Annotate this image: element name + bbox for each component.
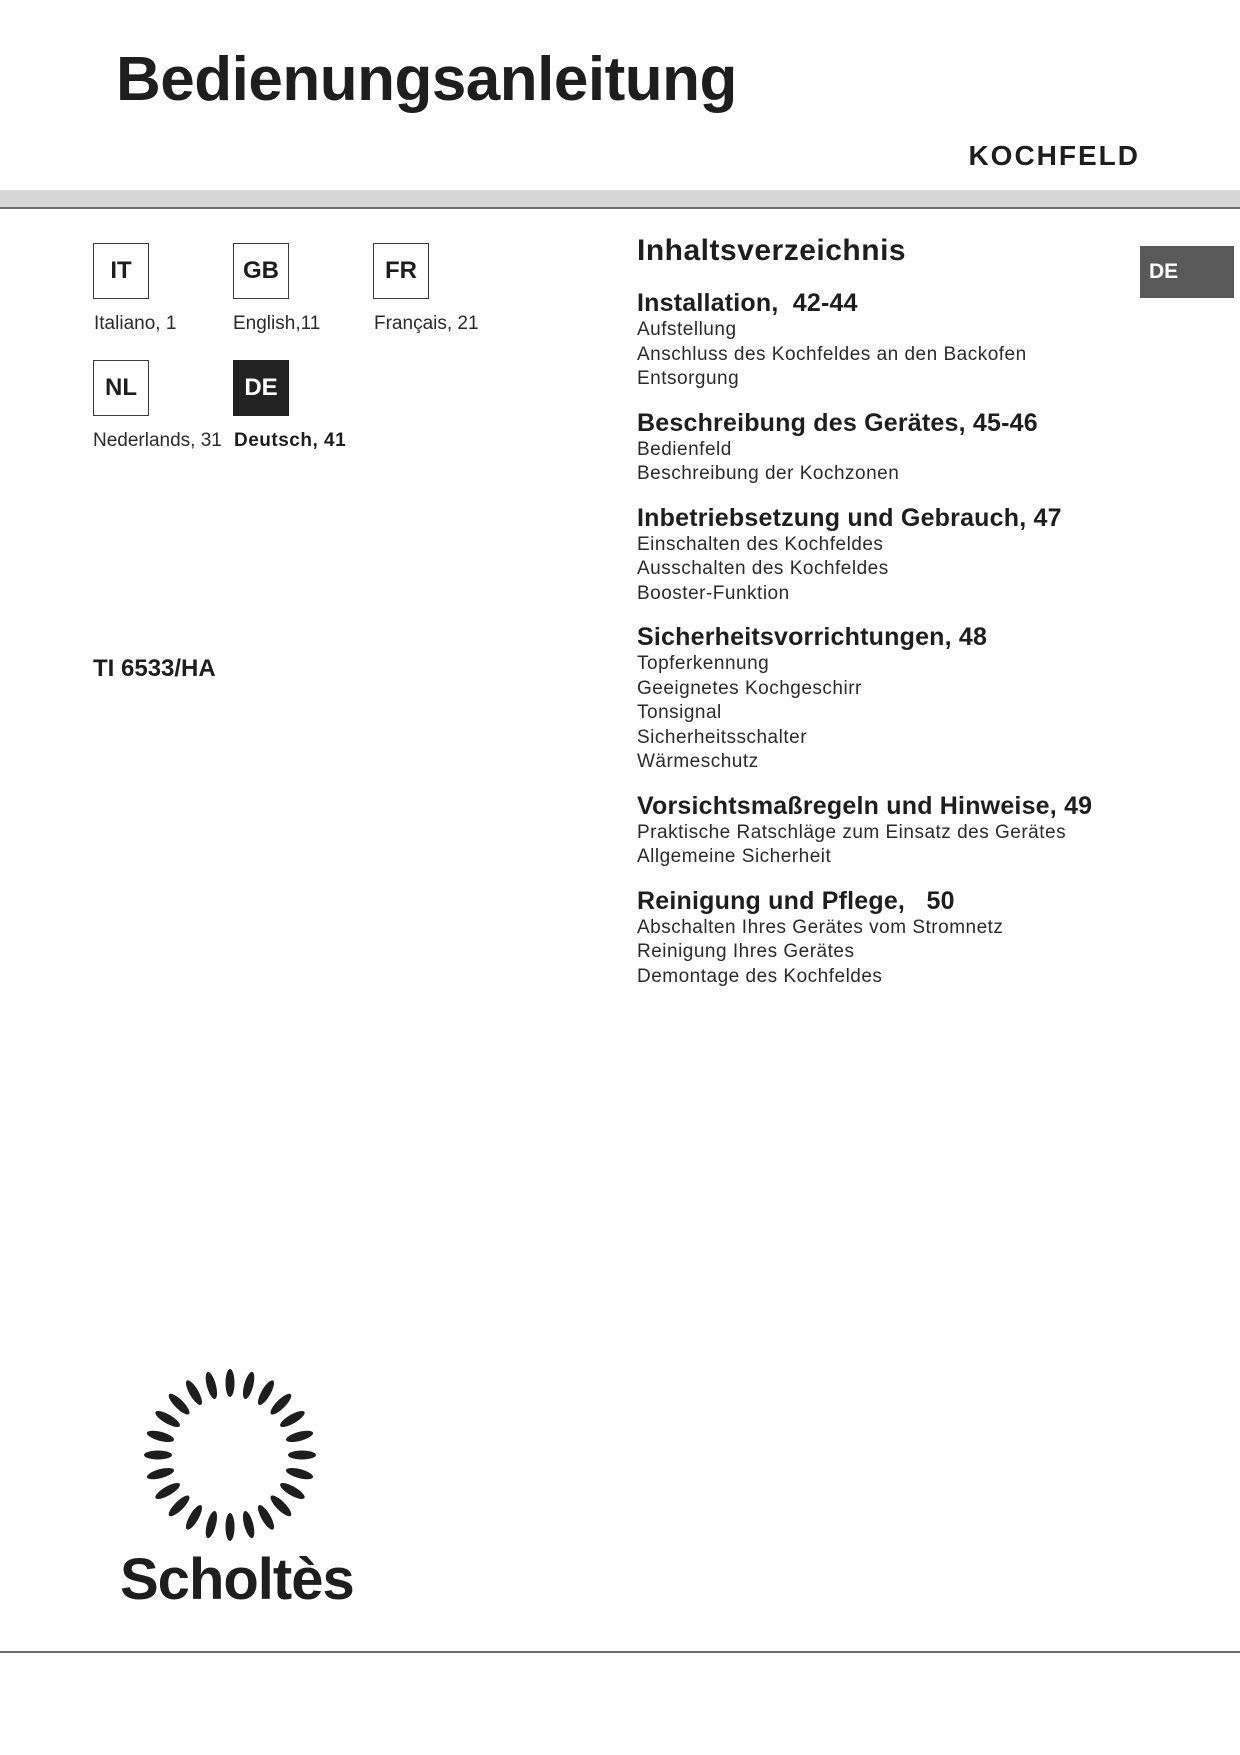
document-title: Bedienungsanleitung [116, 45, 737, 114]
toc-heading[interactable]: Installation, 42-44 [637, 289, 858, 317]
lang-label-nl[interactable]: Nederlands, 31 [93, 430, 222, 451]
lang-label-gb[interactable]: English,11 [233, 313, 321, 334]
toc-heading[interactable]: Sicherheitsvorrichtungen, 48 [637, 623, 988, 651]
toc-heading[interactable]: Vorsichtsmaßregeln und Hinweise, 49 [637, 791, 1093, 820]
toc-heading[interactable]: Inbetriebsetzung und Gebrauch, 47 [637, 503, 1062, 532]
sun-ray [166, 1391, 192, 1417]
lang-box-nl[interactable]: NL [93, 360, 149, 416]
toc-item[interactable]: Aufstellung [637, 319, 737, 340]
toc-item[interactable]: Wärmeschutz [637, 751, 759, 772]
toc-item[interactable]: Reinigung Ihres Gerätes [637, 941, 855, 962]
sun-ray [285, 1466, 314, 1482]
sun-ray [278, 1480, 307, 1502]
toc-section-vorsicht [637, 791, 1137, 870]
sun-ray [183, 1378, 205, 1407]
side-tab-de[interactable]: DE [1140, 246, 1234, 298]
sun-ray [203, 1510, 219, 1539]
toc-item[interactable]: Bedienfeld [637, 438, 732, 460]
sun-ray [278, 1408, 307, 1430]
toc-item[interactable]: Sicherheitsschalter [637, 726, 808, 748]
sun-ray [255, 1378, 277, 1407]
toc-item[interactable]: Anschluss des Kochfeldes an den Backofen [637, 343, 1027, 365]
brand-name: Scholtès [120, 1547, 354, 1612]
sun-ray [183, 1503, 205, 1532]
toc-section-inbetriebsetzung [637, 503, 1137, 607]
lang-label-de[interactable]: Deutsch, 41 [234, 430, 347, 451]
footer-divider [0, 1651, 1240, 1653]
toc-item[interactable]: Abschalten Ihres Gerätes vom Stromnetz [637, 916, 1004, 938]
sun-ray [153, 1480, 182, 1502]
sun-ray [268, 1493, 294, 1519]
toc-section-reinigung [637, 886, 1137, 990]
sun-ray [226, 1369, 235, 1397]
sun-ray [146, 1428, 175, 1444]
toc-item[interactable]: Allgemeine Sicherheit [637, 846, 832, 867]
lang-box-de[interactable]: DE [233, 360, 289, 416]
toc-item[interactable]: Booster-Funktion [637, 582, 790, 604]
sun-ray [241, 1510, 257, 1539]
product-category: KOCHFELD [968, 140, 1140, 171]
header-band [0, 190, 1240, 207]
sun-ray [268, 1391, 294, 1417]
toc-item[interactable]: Ausschalten des Kochfeldes [637, 558, 889, 579]
toc-section-installation [637, 288, 1137, 392]
toc-title: Inhaltsverzeichnis [637, 234, 907, 267]
lang-box-gb[interactable]: GB [233, 243, 289, 299]
sun-ray [288, 1451, 316, 1460]
sun-ray [241, 1371, 257, 1400]
toc-section-sicherheit [637, 622, 1137, 775]
toc-item[interactable]: Beschreibung der Kochzonen [637, 463, 900, 484]
toc-item[interactable]: Topferkennung [637, 653, 770, 674]
sun-ray [144, 1451, 172, 1460]
model-number: TI 6533/HA [93, 655, 216, 682]
toc-item[interactable]: Einschalten des Kochfeldes [637, 533, 884, 555]
toc-item[interactable]: Demontage des Kochfeldes [637, 965, 883, 987]
header-divider [0, 207, 1240, 209]
sun-ray [146, 1466, 175, 1482]
toc-item[interactable]: Praktische Ratschläge zum Einsatz des Gerätes [637, 821, 1067, 843]
sun-ray [226, 1513, 235, 1541]
lang-box-it[interactable]: IT [93, 243, 149, 299]
sun-ray [285, 1428, 314, 1444]
sun-ray [203, 1371, 219, 1400]
table-of-contents [637, 288, 1137, 1005]
toc-item[interactable]: Geeignetes Kochgeschirr [637, 677, 862, 699]
lang-label-fr[interactable]: Français, 21 [374, 313, 479, 334]
sun-logo-icon [140, 1365, 320, 1545]
lang-box-fr[interactable]: FR [373, 243, 429, 299]
lang-label-it[interactable]: Italiano, 1 [94, 313, 177, 334]
brand-logo [110, 1365, 360, 1620]
toc-heading[interactable]: Beschreibung des Gerätes, 45-46 [637, 408, 1038, 437]
sun-ray [255, 1503, 277, 1532]
sun-ray [153, 1408, 182, 1430]
sun-ray [166, 1493, 192, 1519]
toc-heading[interactable]: Reinigung und Pflege, 50 [637, 886, 955, 915]
toc-item[interactable]: Tonsignal [637, 702, 722, 723]
toc-section-beschreibung [637, 408, 1137, 487]
toc-item[interactable]: Entsorgung [637, 368, 740, 389]
